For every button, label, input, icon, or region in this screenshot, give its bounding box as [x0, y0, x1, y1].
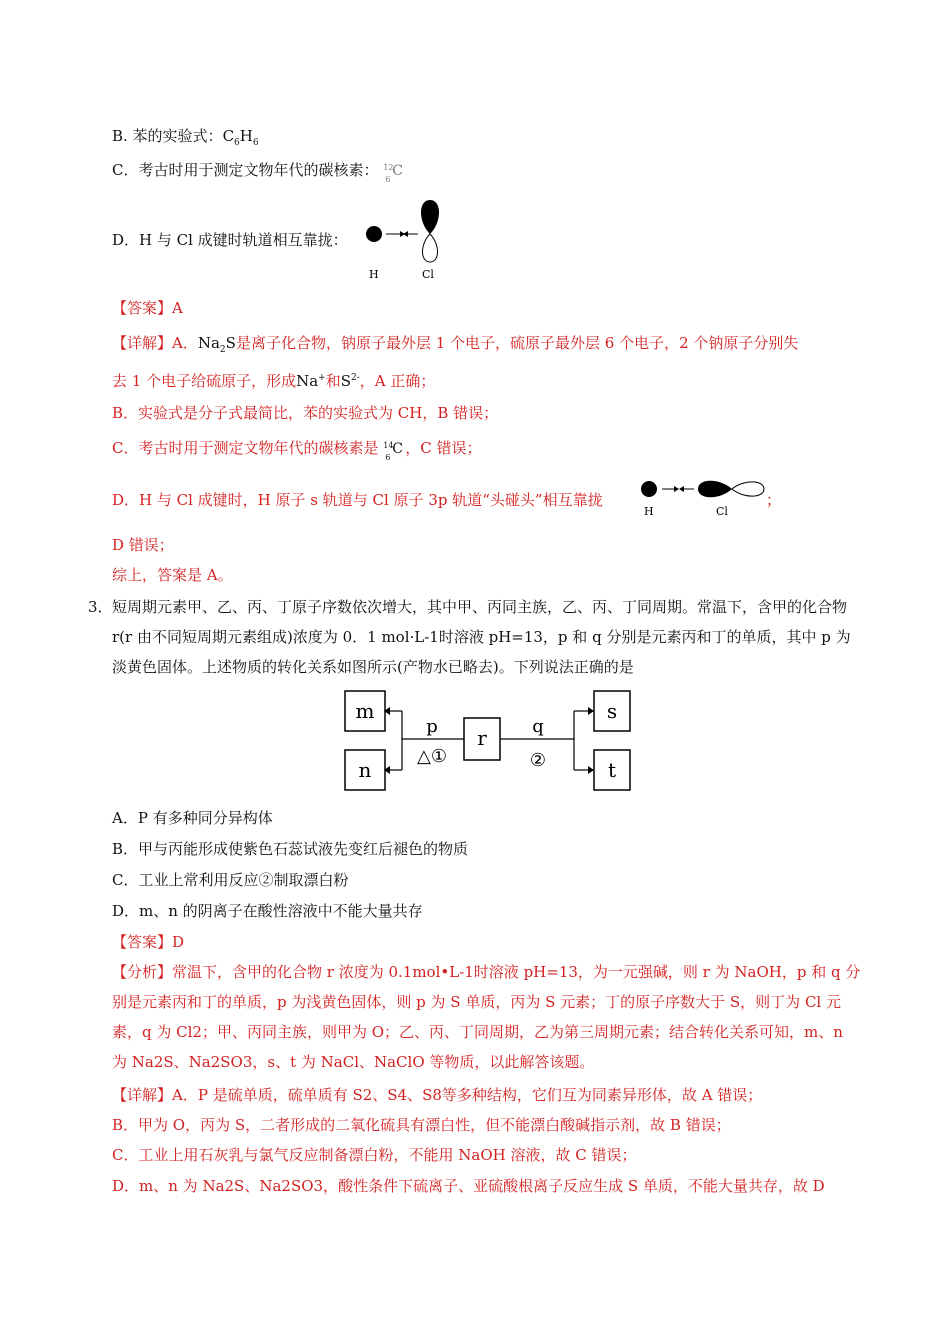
detail-1-line-1: 【详解】A．$Na_2S$是离子化合物，钠原子最外层 1 个电子，硫原子最外层 6 个电子，2 个钠原子分别失 [112, 334, 799, 355]
q3-option-d: D．m、n 的阴离子在酸性溶液中不能大量共存 [112, 902, 423, 920]
answer-3: 【答案】D [112, 933, 185, 951]
orbital-horizontal-diagram [636, 474, 776, 522]
carbon-14-isotope: 14 6 C [383, 441, 403, 462]
label-cond-2: ② [529, 750, 547, 771]
label-cl: Cl [422, 268, 434, 281]
carbon-12-isotope: 12 6 C [383, 163, 403, 184]
option-d: D．H 与 Cl 成键时轨道相互靠拢： [112, 231, 348, 249]
node-s: s [606, 699, 618, 723]
q3-option-c: C．工业上常利用反应②制取漂白粉 [112, 871, 349, 889]
detail-1-c: C．考古时用于测定文物年代的碳核素是 14 6 C ，C 错误； [112, 439, 482, 462]
label-cl-2: Cl [716, 505, 728, 518]
node-t: t [607, 758, 617, 782]
detail-3-b: B．甲为 O，丙为 S，二者形成的二氧化硫具有漂白性，但不能漂白酸碱指示剂，故 B 错误； [112, 1116, 731, 1134]
question-3-number: 3． [88, 598, 113, 616]
detail-1-b: B．实验式是分子式最简比，苯的实验式为 CH，B 错误； [112, 404, 499, 422]
label-p: p [426, 716, 438, 737]
detail-1-d: D．H 与 Cl 成键时，H 原子 s 轨道与 Cl 原子 3p 轨道“头碰头”相互靠拢 [112, 491, 603, 509]
question-3-text: 短周期元素甲、乙、丙、丁原子序数依次增大，其中甲、丙同主族，乙、丙、丁同周期。常温下，含甲的化合物 r(r 由不同短周期元素组成)浓度为 0．1 mol·L-1时溶液 pH=13，p 和 q 分别是元素丙和丁的单质，其中 p 为淡黄色固体。上述物质的转化关系如图所示(产物水已略去)。下列说法正确的是 [112, 598, 851, 676]
detail-1-d-end: ； [766, 491, 782, 509]
node-r: r [477, 726, 487, 750]
detail-1-line-2: 去 1 个电子给硫原子，形成Na+和$S^{2-}$，A 正确； [112, 372, 436, 390]
label-h-2: H [644, 505, 654, 518]
node-n: n [358, 758, 372, 782]
detail-3-c: C．工业上用石灰乳与氯气反应制备漂白粉，不能用 NaOH 溶液，故 C 错误； [112, 1146, 637, 1164]
label-cond-1: △① [417, 746, 447, 767]
node-m: m [355, 699, 375, 723]
option-c: C．考古时用于测定文物年代的碳核素： 12 6 C [112, 160, 405, 181]
q3-option-a: A．P 有多种同分异构体 [112, 809, 273, 827]
option-b: B. 苯的实验式：$C_6H_6$ [112, 127, 259, 148]
q3-option-b: B．甲与丙能形成使紫色石蕊试液先变红后褪色的物质 [112, 840, 469, 858]
detail-1-summary: 综上，答案是 A。 [112, 566, 233, 584]
analysis-3: 【分析】常温下，含甲的化合物 r 浓度为 0.1mol•L-1时溶液 pH=13，为一元强碱，则 r 为 NaOH，p 和 q 分别是元素丙和丁的单质，p 为浅黄色固体，则 p 为 S 单质，丙为 S 元素；丁的原子序数大于 S，则丁为 Cl 元素，q 为 Cl2；甲、丙同主族，则甲为 O；乙、丙、丁同周期，乙为第三周期元素；结合转化关系可知，m、n 为 Na2S、Na2SO3，s、t 为 NaCl、NaClO 等物质，以此解答该题。 [112, 963, 861, 1071]
label-q: q [532, 716, 544, 737]
detail-3-a: 【详解】A．P 是硫单质，硫单质有 S2、S4、S8等多种结构，它们互为同素异形体，故 A 错误； [112, 1086, 763, 1104]
orbital-vertical-diagram [358, 198, 458, 284]
label-h: H [369, 268, 379, 281]
detail-3-d: D．m、n 为 Na2S、Na2SO3，酸性条件下硫离子、亚硫酸根离子反应生成 S 单质，不能大量共存，故 D [112, 1177, 825, 1195]
answer-1: 【答案】A [112, 299, 183, 317]
detail-1-d2: D 错误； [112, 536, 174, 554]
reaction-diagram [340, 686, 640, 796]
